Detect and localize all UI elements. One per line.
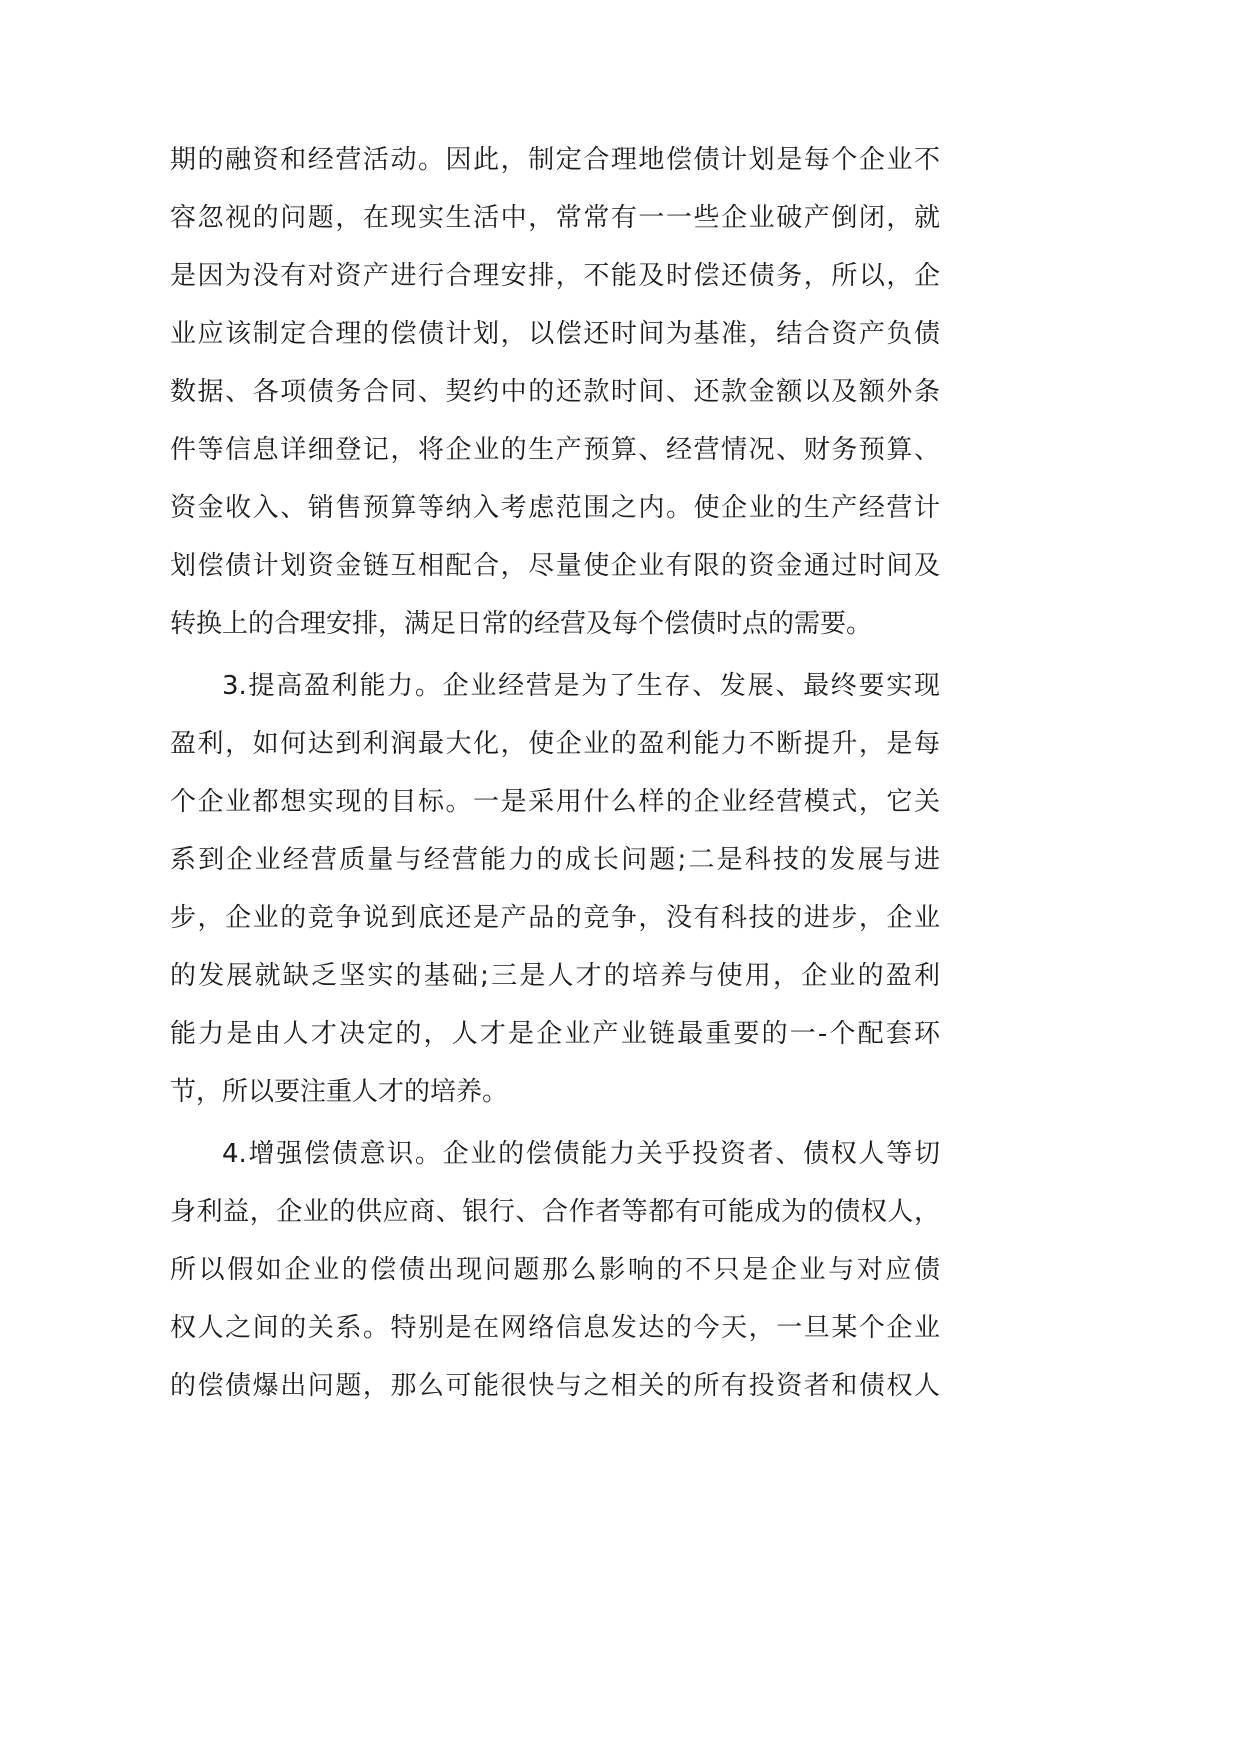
text-line: 权人之间的关系。特别是在网络信息发达的今天，一旦某个企业	[170, 1313, 940, 1343]
text-line: 节，所以要注重人才的培养。	[170, 1077, 509, 1107]
text-line: 划偿债计划资金链互相配合，尽量使企业有限的资金通过时间及	[170, 551, 940, 581]
text-line: 资金收入、销售预算等纳入考虑范围之内。使企业的生产经营计	[170, 493, 940, 523]
body-text	[170, 131, 940, 1415]
paragraph-debt-repayment-plan	[170, 131, 940, 653]
text-line: 4.增强偿债意识。企业的偿债能力关乎投资者、债权人等切	[222, 1139, 940, 1169]
text-line: 3.提高盈利能力。企业经营是为了生存、发展、最终要实现	[222, 671, 940, 701]
text-line: 的发展就缺乏坚实的基础;三是人才的培养与使用，企业的盈利	[170, 961, 940, 991]
text-line: 个企业都想实现的目标。一是采用什么样的企业经营模式，它关	[170, 787, 940, 817]
text-line: 数据、各项债务合同、契约中的还款时间、还款金额以及额外条	[170, 377, 940, 407]
text-line: 容忽视的问题，在现实生活中，常常有一一些企业破产倒闭，就	[170, 203, 940, 233]
text-line: 盈利，如何达到利润最大化，使企业的盈利能力不断提升，是每	[170, 729, 940, 759]
paragraph-repayment-awareness	[170, 1125, 940, 1415]
text-line: 能力是由人才决定的，人才是企业产业链最重要的一-个配套环	[170, 1019, 940, 1049]
text-line: 转换上的合理安排，满足日常的经营及每个偿债时点的需要。	[170, 609, 873, 639]
paragraph-profitability	[170, 657, 940, 1121]
text-line: 身利益，企业的供应商、银行、合作者等都有可能成为的债权人，	[170, 1197, 940, 1227]
text-line: 业应该制定合理的偿债计划，以偿还时间为基准，结合资产负债	[170, 319, 940, 349]
text-line: 件等信息详细登记，将企业的生产预算、经营情况、财务预算、	[170, 435, 940, 465]
text-line: 的偿债爆出问题，那么可能很快与之相关的所有投资者和债权人	[170, 1371, 940, 1401]
text-line: 是因为没有对资产进行合理安排，不能及时偿还债务，所以，企	[170, 261, 940, 291]
text-line: 步，企业的竞争说到底还是产品的竞争，没有科技的进步，企业	[170, 903, 940, 933]
text-line: 期的融资和经营活动。因此，制定合理地偿债计划是每个企业不	[170, 145, 940, 175]
text-line: 系到企业经营质量与经营能力的成长问题;二是科技的发展与进	[170, 845, 940, 875]
text-line: 所以假如企业的偿债出现问题那么影响的不只是企业与对应债	[170, 1255, 940, 1285]
